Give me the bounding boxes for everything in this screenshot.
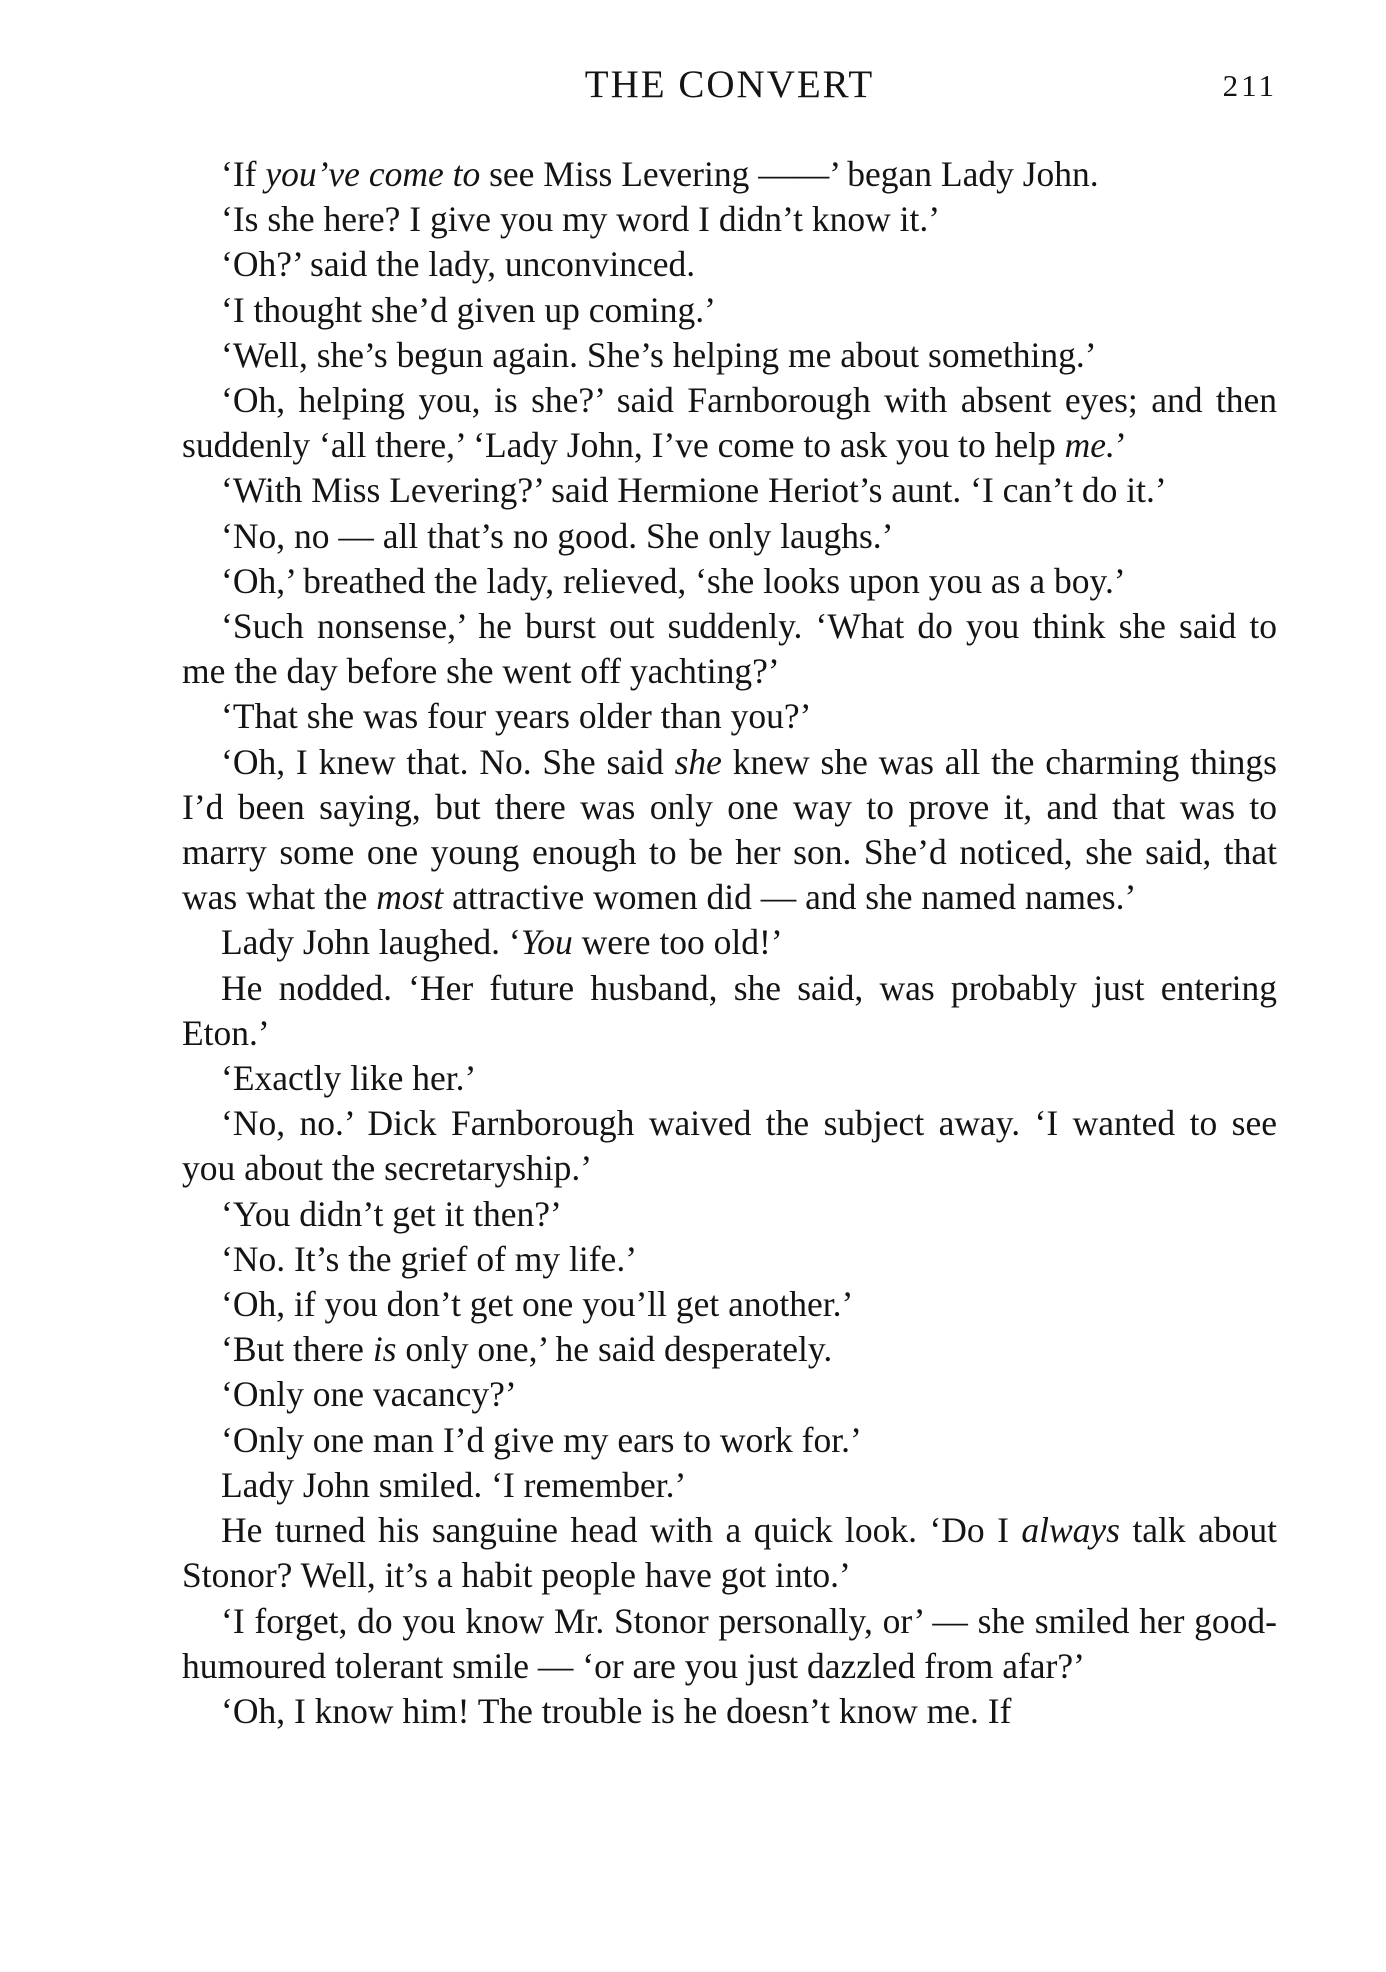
text-run: ‘No, no — all that’s no good. She only laughs.’	[221, 515, 894, 556]
text-run: ‘Such nonsense,’ he burst out suddenly. ‘What do you think she said to me the day before she went off yachting?’	[182, 606, 1277, 692]
text-run	[360, 154, 369, 194]
text-run: ‘Oh?’ said the lady, unconvinced.	[221, 244, 696, 285]
paragraph	[182, 514, 1277, 559]
paragraph	[182, 920, 1277, 965]
body-text	[182, 152, 1277, 1734]
italic-text: me.	[1064, 425, 1115, 466]
paragraph	[182, 197, 1277, 242]
italic-text: is	[372, 1329, 397, 1370]
paragraph	[182, 242, 1277, 287]
text-run: ‘That she was four years older than you?’	[221, 696, 812, 737]
text-run: ‘Only one vacancy?’	[221, 1374, 517, 1415]
text-run: Lady John smiled. ‘I remember.’	[221, 1464, 687, 1505]
text-run: only one,’ he said desperately.	[396, 1329, 833, 1370]
paragraph	[182, 604, 1277, 694]
text-run: ‘Oh,’ breathed the lady, relieved, ‘she looks upon you as a boy.’	[221, 560, 1126, 601]
text-run: ‘Oh, if you don’t get one you’ll get another.’	[221, 1284, 854, 1325]
paragraph	[182, 966, 1277, 1056]
paragraph	[182, 288, 1277, 333]
text-run: ‘Only one man I’d give my ears to work for.’	[221, 1419, 862, 1460]
paragraph	[182, 1508, 1277, 1598]
paragraph	[182, 468, 1277, 513]
paragraph	[182, 1418, 1277, 1463]
paragraph	[182, 152, 1277, 197]
text-run: ‘I forget, do you know Mr. Stonor personally, or’ — she smiled her good-humoured tolerant smile — ‘or are you just dazzled from afar?’	[182, 1600, 1277, 1686]
text-run: ‘But there	[221, 1329, 373, 1370]
text-run: ‘Oh, I knew that. No. She said	[221, 741, 675, 782]
text-run: ‘No. It’s the grief of my life.’	[221, 1238, 638, 1279]
text-run: ‘Oh, I know him! The trouble is he doesn’t know me. If	[221, 1690, 1012, 1731]
text-run: ‘Oh, helping you, is she?’ said Farnborough with absent eyes; and then suddenly ‘all there,’ ‘Lady John, I’ve come to ask you to help	[182, 380, 1277, 466]
text-run: ‘Well, she’s begun again. She’s helping me about something.’	[221, 334, 1097, 375]
italic-text: you’ve	[265, 154, 360, 194]
text-run: He turned his sanguine head with a quick look. ‘Do I	[221, 1510, 1022, 1551]
paragraph	[182, 559, 1277, 604]
text-run: ‘No, no.’ Dick Farnborough waived the subject away. ‘I wanted to see you about the secretaryship.’	[182, 1103, 1277, 1189]
italic-text: come to	[368, 154, 481, 194]
paragraph	[182, 1282, 1277, 1327]
italic-text: You	[520, 922, 573, 963]
text-run: ‘I thought she’d given up coming.’	[221, 289, 716, 330]
text-run: Lady John laughed. ‘	[221, 922, 521, 963]
text-run: knew she was all the charming things I’d been saying, but there was only one way to prove it, and that was to marry some one young enough to be her son. She’d noticed, she said, that was what the	[182, 741, 1277, 918]
text-run: ‘If	[221, 154, 266, 194]
paragraph	[182, 1056, 1277, 1101]
paragraph	[182, 1463, 1277, 1508]
text-run: talk about Stonor? Well, it’s a habit people have got into.’	[182, 1510, 1277, 1596]
text-run: He nodded. ‘Her future husband, she said, was probably just entering Eton.’	[182, 967, 1277, 1053]
paragraph	[182, 333, 1277, 378]
paragraph	[182, 1689, 1277, 1734]
text-run: were too old!’	[572, 922, 783, 963]
paragraph	[182, 1599, 1277, 1689]
text-run: ‘You didn’t get it then?’	[221, 1193, 562, 1234]
italic-text: she	[674, 741, 722, 782]
paragraph	[182, 1101, 1277, 1191]
page-number: 211	[1222, 68, 1277, 103]
text-run: see Miss Levering ——’ began Lady John.	[480, 154, 1099, 194]
paragraph	[182, 1372, 1277, 1417]
running-title: THE CONVERT	[584, 63, 875, 106]
italic-text: most	[376, 877, 444, 918]
paragraph	[182, 740, 1277, 921]
text-run: ‘Is she here? I give you my word I didn’t know it.’	[221, 199, 941, 240]
text-run: ’	[1114, 425, 1127, 466]
italic-text: always	[1021, 1510, 1120, 1551]
paragraph	[182, 1192, 1277, 1237]
text-run: ‘With Miss Levering?’ said Hermione Heriot’s aunt. ‘I can’t do it.’	[221, 470, 1167, 511]
running-head	[182, 62, 1277, 112]
text-run: ‘Exactly like her.’	[221, 1058, 477, 1099]
text-run: attractive women did — and she named names.’	[443, 877, 1137, 918]
paragraph	[182, 694, 1277, 739]
paragraph	[182, 1237, 1277, 1282]
paragraph	[182, 378, 1277, 468]
paragraph	[182, 1327, 1277, 1372]
